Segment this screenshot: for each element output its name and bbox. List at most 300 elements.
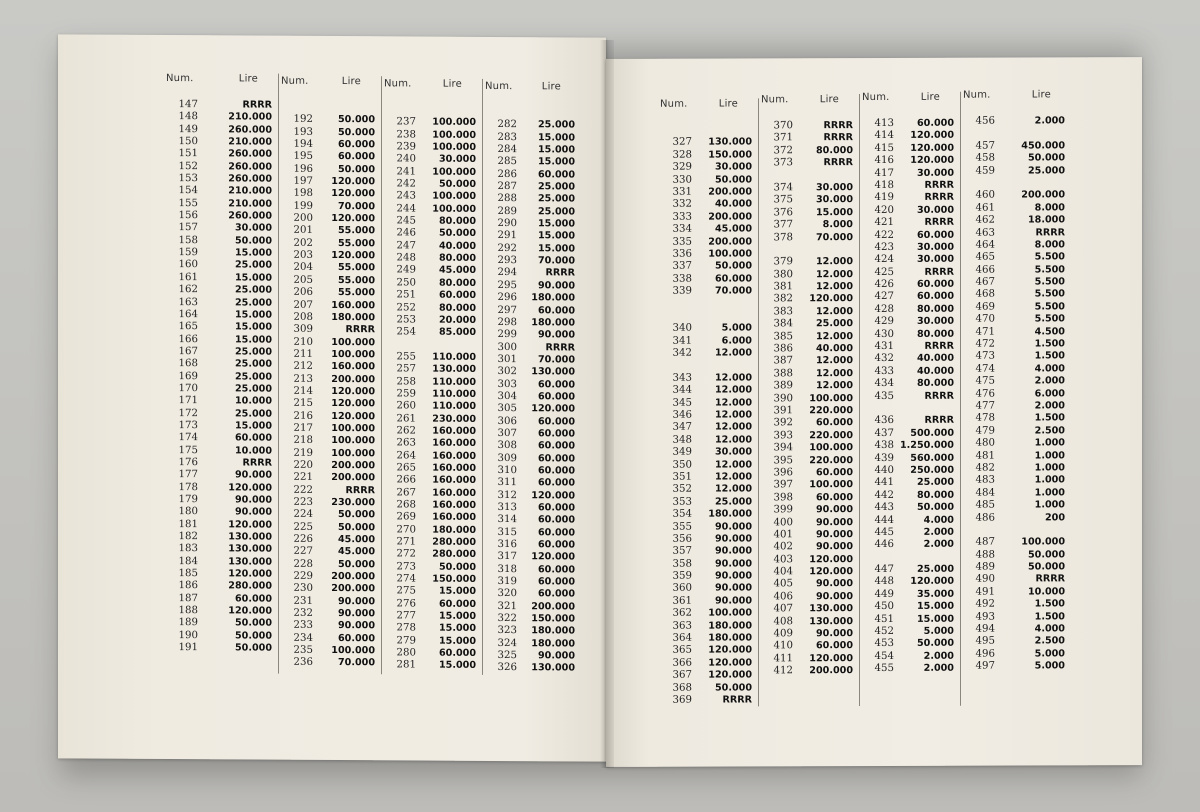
item-number: 230: [293, 583, 313, 595]
item-number: 292: [497, 242, 517, 254]
item-number: 170: [178, 382, 198, 395]
table-row: [860, 130, 954, 143]
table-row: [483, 539, 575, 552]
table-row: [961, 177, 1065, 190]
item-value-lire: 60.000: [714, 273, 752, 285]
item-value-lire: 130.000: [708, 136, 752, 148]
item-number: 455: [874, 663, 894, 675]
item-number: 376: [773, 207, 793, 219]
item-number: 442: [874, 489, 894, 501]
item-number: 163: [178, 296, 198, 308]
table-row: [382, 388, 476, 401]
item-value-lire: 260.000: [228, 161, 272, 173]
item-number: 466: [975, 264, 995, 276]
item-value-lire: 45.000: [714, 223, 752, 235]
item-number: 251: [396, 289, 416, 301]
table-row: [860, 527, 954, 540]
table-row: [382, 586, 476, 599]
item-value-lire: [995, 524, 1065, 537]
item-value-lire: 50.000: [714, 173, 752, 186]
header-num: Num.: [166, 72, 194, 85]
item-number: 383: [773, 306, 793, 318]
item-value-lire: 120.000: [708, 644, 752, 656]
item-number: 437: [874, 427, 894, 439]
item-value-lire: 60.000: [438, 289, 476, 302]
item-number: 189: [178, 617, 198, 629]
table-row: [658, 608, 752, 621]
item-number: 307: [497, 427, 517, 440]
header-lire: Lire: [920, 91, 940, 103]
item-value-lire: RRRR: [924, 266, 954, 278]
table-row: [961, 326, 1065, 339]
table-row: [961, 648, 1065, 661]
price-column: [759, 94, 860, 707]
table-row: [860, 266, 954, 279]
table-row: [658, 694, 752, 707]
item-value-lire: 12.000: [815, 380, 853, 392]
table-row: [382, 314, 476, 327]
item-value-lire: 100.000: [331, 447, 375, 459]
item-number: 267: [396, 487, 416, 499]
item-value-lire: 30.000: [714, 446, 752, 458]
item-value-lire: 12.000: [815, 330, 853, 342]
header-lire: Lire: [341, 76, 361, 88]
item-value-lire: 50.000: [337, 558, 375, 570]
table-row: [164, 136, 272, 149]
item-value-lire: 90.000: [714, 582, 752, 595]
item-value-lire: 60.000: [815, 640, 853, 652]
item-value-lire: 25.000: [537, 181, 575, 193]
item-value-lire: 10.000: [234, 445, 272, 457]
table-row: [483, 280, 575, 293]
item-number: 459: [975, 165, 995, 177]
item-value-lire: 30.000: [815, 194, 853, 206]
item-number: 280: [396, 647, 416, 659]
item-value-lire: 30.000: [714, 161, 752, 173]
item-value-lire: 25.000: [234, 346, 272, 358]
item-value-lire: 12.000: [815, 268, 853, 280]
item-value-lire: 100.000: [432, 129, 476, 141]
item-number: 235: [293, 644, 313, 657]
price-column: [483, 81, 581, 675]
item-value-lire: 15.000: [815, 206, 853, 218]
item-value-lire: 90.000: [815, 590, 853, 603]
item-value-lire: 210.000: [228, 185, 272, 198]
table-row: [860, 353, 954, 366]
item-value-lire: 25.000: [1027, 164, 1065, 177]
table-row: [382, 512, 476, 525]
table-row: [164, 593, 272, 606]
item-value-lire: 1.000: [1034, 499, 1065, 511]
item-value-lire: 200.000: [708, 186, 752, 198]
item-number: 200: [293, 212, 313, 224]
table-row: [382, 203, 476, 216]
table-row: [658, 186, 752, 199]
item-number: 405: [773, 578, 793, 590]
item-number: 340: [672, 322, 692, 334]
table-row: [759, 232, 853, 245]
item-number: 149: [178, 123, 198, 135]
table-row: [658, 286, 752, 299]
item-value-lire: [692, 310, 752, 323]
table-row: [279, 373, 375, 386]
item-value-lire: 25.000: [234, 296, 272, 309]
item-number: 453: [874, 638, 894, 650]
table-row: [658, 385, 752, 398]
item-number: 413: [874, 117, 894, 129]
item-value-lire: 15.000: [234, 321, 272, 333]
header-lire: Lire: [442, 78, 462, 90]
item-value-lire: 120.000: [331, 188, 375, 200]
item-value-lire: 90.000: [234, 506, 272, 518]
item-number: 364: [672, 632, 692, 644]
table-row: [382, 364, 476, 377]
item-value-lire: 4.000: [1034, 363, 1065, 375]
item-number: 428: [874, 303, 894, 315]
item-number: 221: [293, 472, 313, 484]
table-row: [658, 248, 752, 261]
table-row: [860, 452, 954, 465]
item-number: 343: [672, 372, 692, 384]
item-number: 182: [178, 531, 198, 543]
table-row: [164, 296, 272, 309]
table-row: [164, 408, 272, 421]
item-value-lire: 60.000: [337, 139, 375, 151]
table-row: [961, 301, 1065, 314]
item-number: 477: [975, 400, 995, 412]
item-number: 183: [178, 543, 198, 555]
table-row: [382, 166, 476, 179]
item-number: [658, 310, 692, 323]
item-value-lire: 180.000: [708, 632, 752, 644]
table-row: [279, 349, 375, 362]
item-value-lire: 100.000: [432, 203, 476, 215]
table-row: [382, 573, 476, 586]
item-value-lire: 30.000: [916, 241, 954, 253]
item-value-lire: 25.000: [234, 284, 272, 296]
item-value-lire: RRRR: [345, 484, 375, 496]
item-number: 328: [672, 149, 692, 161]
item-number: 390: [773, 392, 793, 404]
item-value-lire: 25.000: [234, 408, 272, 420]
item-number: 391: [773, 405, 793, 417]
table-row: [860, 427, 954, 440]
item-value-lire: 90.000: [537, 650, 575, 662]
item-value-lire: 100.000: [331, 348, 375, 361]
item-value-lire: 100.000: [1021, 536, 1065, 548]
item-number: 359: [672, 570, 692, 582]
item-number: 361: [672, 595, 692, 607]
item-number: 282: [497, 119, 517, 131]
item-number: 490: [975, 574, 995, 586]
item-value-lire: 10.000: [234, 395, 272, 407]
item-value-lire: 50.000: [337, 521, 375, 533]
item-number: 151: [178, 148, 198, 160]
item-number: 366: [672, 657, 692, 669]
item-number: 412: [773, 665, 793, 677]
table-row: [759, 665, 853, 678]
item-value-lire: 90.000: [815, 541, 853, 553]
table-row: [860, 564, 954, 577]
item-number: 406: [773, 591, 793, 603]
table-row: [483, 206, 575, 219]
item-value-lire: 50.000: [337, 509, 375, 521]
item-value-lire: 90.000: [714, 520, 752, 533]
item-value-lire: 260.000: [228, 124, 272, 136]
item-number: 485: [975, 499, 995, 511]
item-value-lire: 60.000: [537, 391, 575, 403]
table-row: [759, 603, 853, 616]
table-row: [483, 440, 575, 453]
table-row: [382, 610, 476, 623]
item-number: 444: [874, 514, 894, 526]
item-value-lire: 180.000: [432, 524, 476, 536]
item-number: 337: [672, 260, 692, 273]
item-number: 268: [396, 499, 416, 511]
item-number: 301: [497, 353, 517, 366]
table-row: [961, 475, 1065, 488]
table-row: [759, 281, 853, 294]
table-row: [961, 202, 1065, 215]
table-row: [164, 605, 272, 618]
item-value-lire: 90.000: [714, 545, 752, 557]
item-value-lire: 450.000: [1021, 140, 1065, 152]
table-row: [860, 651, 954, 664]
table-row: [279, 546, 375, 559]
table-row: [382, 524, 476, 537]
item-value-lire: 120.000: [331, 410, 375, 422]
table-row: [279, 423, 375, 436]
header-num: Num.: [281, 75, 309, 87]
item-value-lire: 12.000: [714, 434, 752, 446]
item-number: 184: [178, 555, 198, 567]
table-row: [279, 126, 375, 139]
table-row: [759, 616, 853, 629]
table-row: [658, 447, 752, 460]
item-number: 265: [396, 462, 416, 474]
item-value-lire: 40.000: [438, 240, 476, 252]
item-value-lire: 120.000: [228, 605, 272, 617]
table-row: [658, 397, 752, 410]
item-number: 351: [672, 471, 692, 483]
item-number: 247: [396, 240, 416, 252]
table-row: [961, 623, 1065, 636]
table-row: [164, 469, 272, 482]
table-row: [164, 630, 272, 643]
header-lire: Lire: [819, 94, 839, 106]
item-value-lire: RRRR: [1035, 573, 1065, 585]
table-row: [279, 312, 375, 325]
table-row: [759, 541, 853, 554]
item-value-lire: 25.000: [916, 477, 954, 489]
table-row: [279, 139, 375, 152]
item-number: 336: [672, 248, 692, 260]
item-number: 429: [874, 316, 894, 328]
table-row: [164, 445, 272, 458]
item-number: 299: [497, 329, 517, 341]
item-number: 481: [975, 450, 995, 462]
table-row: [164, 519, 272, 532]
table-row: [164, 457, 272, 470]
item-number: 374: [773, 182, 793, 194]
table-row: [164, 210, 272, 223]
item-number: 175: [178, 444, 198, 456]
item-value-lire: 50.000: [438, 561, 476, 573]
table-row: [658, 459, 752, 472]
table-row: [279, 237, 375, 250]
table-row: [759, 343, 853, 356]
item-number: 339: [672, 285, 692, 297]
item-value-lire: 5.000: [1034, 648, 1065, 660]
table-row: [759, 380, 853, 393]
item-value-lire: 15.000: [537, 243, 575, 255]
item-value-lire: 5.500: [1034, 276, 1065, 288]
item-number: 353: [672, 496, 692, 508]
table-row: [382, 178, 476, 191]
item-number: 404: [773, 566, 793, 578]
item-number: 375: [773, 194, 793, 206]
item-value-lire: 130.000: [228, 543, 272, 556]
item-number: 177: [178, 469, 198, 481]
item-number: 495: [975, 635, 995, 648]
item-value-lire: RRRR: [545, 341, 575, 354]
table-row: [164, 185, 272, 198]
item-value-lire: 60.000: [537, 440, 575, 452]
item-value-lire: 12.000: [714, 421, 752, 433]
table-row: [483, 132, 575, 145]
item-number: 479: [975, 425, 995, 437]
item-number: 252: [396, 301, 416, 314]
item-number: 325: [497, 650, 517, 662]
item-number: 474: [975, 363, 995, 375]
item-value-lire: 90.000: [337, 608, 375, 620]
item-value-lire: 130.000: [531, 366, 575, 378]
item-number: 416: [874, 155, 894, 167]
item-number: 259: [396, 388, 416, 400]
item-number: 312: [497, 489, 517, 501]
table-row: [759, 517, 853, 530]
item-value-lire: 200.000: [331, 583, 375, 595]
item-number: 409: [773, 628, 793, 640]
item-number: 298: [497, 316, 517, 328]
item-number: 213: [293, 373, 313, 385]
item-number: 402: [773, 541, 793, 553]
item-value-lire: 15.000: [438, 660, 476, 672]
item-value-lire: 50.000: [438, 228, 476, 240]
item-number: 322: [497, 613, 517, 625]
table-row: [483, 267, 575, 280]
table-row: [961, 227, 1065, 240]
table-row: [164, 272, 272, 285]
item-number: 446: [874, 539, 894, 551]
item-number: 358: [672, 558, 692, 570]
header-lire: Lire: [1031, 89, 1051, 101]
item-value-lire: 210.000: [228, 198, 272, 210]
table-row: [382, 376, 476, 389]
item-number: 314: [497, 514, 517, 526]
item-value-lire: 160.000: [432, 511, 476, 524]
item-value-lire: RRRR: [924, 340, 954, 352]
item-number: 324: [497, 637, 517, 649]
item-number: 295: [497, 279, 517, 291]
item-number: 283: [497, 131, 517, 143]
item-number: 225: [293, 521, 313, 533]
item-value-lire: 50.000: [234, 630, 272, 642]
item-value-lire: 50.000: [438, 178, 476, 190]
item-value-lire: 60.000: [815, 467, 853, 479]
price-column: [279, 76, 382, 674]
item-value-lire: RRRR: [924, 192, 954, 204]
item-value-lire: 50.000: [337, 163, 375, 175]
table-row: [164, 482, 272, 495]
table-row: [860, 601, 954, 614]
item-value-lire: 60.000: [916, 291, 954, 303]
item-number: 463: [975, 227, 995, 239]
table-row: [658, 496, 752, 509]
table-row: [658, 645, 752, 658]
item-number: 447: [874, 563, 894, 576]
item-number: 253: [396, 314, 416, 326]
table-row: [279, 608, 375, 621]
header-lire: Lire: [718, 98, 738, 110]
item-number: 219: [293, 447, 313, 459]
table-row: [860, 118, 954, 131]
table-row: [658, 224, 752, 237]
item-value-lire: 70.000: [815, 231, 853, 243]
item-value-lire: 20.000: [438, 314, 476, 326]
item-value-lire: 12.000: [815, 367, 853, 380]
item-number: 238: [396, 129, 416, 141]
item-number: 206: [293, 286, 313, 299]
item-value-lire: 120.000: [708, 657, 752, 669]
item-value-lire: 1.500: [1034, 350, 1065, 362]
item-number: 421: [874, 217, 894, 229]
item-value-lire: 160.000: [432, 487, 476, 499]
table-row: [382, 561, 476, 574]
item-value-lire: 90.000: [234, 469, 272, 481]
item-value-lire: 60.000: [438, 598, 476, 610]
table-row: [483, 230, 575, 243]
table-row: [658, 273, 752, 286]
item-number: 347: [672, 422, 692, 434]
item-number: 220: [293, 459, 313, 471]
table-row: [279, 410, 375, 423]
item-value-lire: 60.000: [815, 491, 853, 503]
item-number: 262: [396, 425, 416, 437]
table-row: [759, 269, 853, 282]
item-number: 448: [874, 576, 894, 588]
table-row: [759, 219, 853, 232]
item-number: 480: [975, 437, 995, 449]
item-value-lire: 4.500: [1034, 325, 1065, 338]
item-number: 397: [773, 479, 793, 491]
table-row: [658, 323, 752, 336]
item-value-lire: 90.000: [714, 595, 752, 607]
item-value-lire: 80.000: [438, 302, 476, 314]
item-value-lire: 80.000: [916, 489, 954, 501]
table-row: [483, 601, 575, 614]
item-value-lire: 12.000: [815, 256, 853, 268]
table-row: [759, 430, 853, 443]
table-row: [658, 174, 752, 187]
item-value-lire: 25.000: [537, 193, 575, 205]
table-row: [164, 124, 272, 137]
item-value-lire: 45.000: [337, 534, 375, 546]
item-value-lire: 60.000: [537, 452, 575, 465]
table-row: [164, 556, 272, 569]
item-value-lire: 60.000: [815, 417, 853, 429]
item-value-lire: 15.000: [438, 623, 476, 635]
